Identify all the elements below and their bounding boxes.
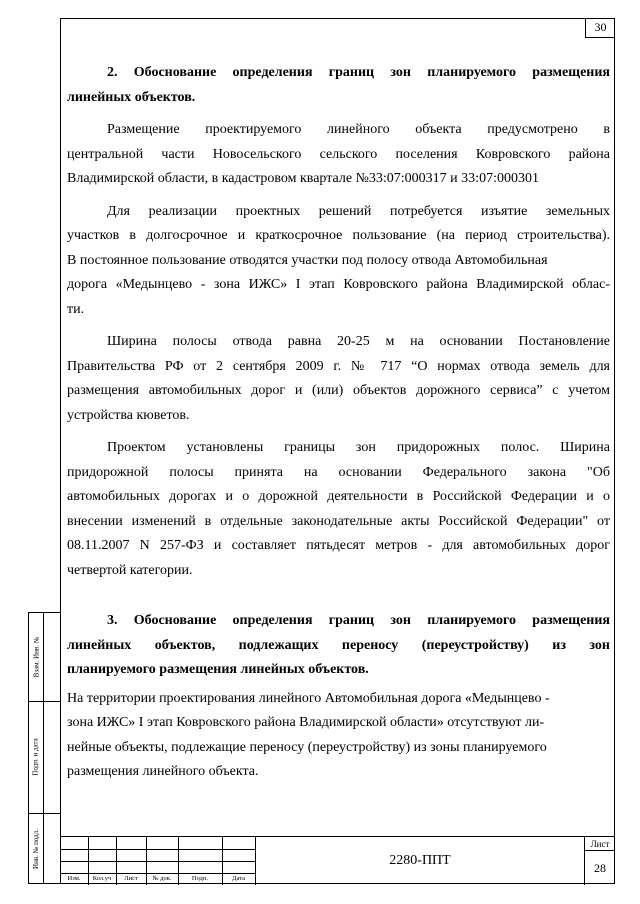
section-3-paragraph-1: На территории проектирования линейного Автомобильная дорога «Медынцево - зона ИЖС» I этап Ковровского района Владимирской области» отсутствуют ли- нейные объекты, подлежащие переносу (переустройству) из зоны планируемого размещения линейного объекта. (67, 690, 550, 779)
section-2-paragraph-4: Проектом установлены границы зон придорожных полос. Ширина придорожной полосы принята на основании Федерального закона "Об автомобильных дорогах и о дорожной деятельности в Российской Федерации и о внесении изменений в отдельные законодательные акты Российской Федерации" от 08.11.2007 N 257-ФЗ и составляет пятьдесят метров - для автомобильных дорог четвертой категории. (67, 440, 610, 578)
title-block (60, 836, 615, 884)
label-inv-podl: Инв. № подл. (32, 829, 41, 869)
side-stamp-strip (28, 612, 60, 884)
document-code: 2280-ППТ (255, 837, 585, 885)
stamp-col-kol: Кол.уч (92, 875, 112, 882)
section-2-paragraph-2: Для реализации проектных решений потребуется изъятие земельных участков в долгосрочное и краткосрочное пользование (на период строительства). В постоянное пользование отводятся участки под полосу отвода Автомобильная дорога «Медынцево - зона ИЖС» I этап Ковровского района Владимирской облас- ти. (67, 203, 610, 317)
label-podp-data: Подп. и дата (32, 738, 40, 776)
label-vzam-inv: Взам. Инв. № (32, 636, 41, 678)
section-2-paragraph-3: Ширина полосы отвода равна 20-25 м на основании Постановление Правительства РФ от 2 сентября 2009 г. № 717 “О нормах отвода земель для размещения автомобильных дорог и (или) объектов дорожного сервиса” с учетом устройства кюветов. (67, 334, 610, 423)
stamp-col-podp: Подп. (191, 875, 209, 882)
stamp-col-date: Дата (232, 875, 245, 882)
section-3-heading: 3. Обоснование определения границ зон планируемого размещения линейных объектов, подлежащих переносу (переустройству) из зон планируемого размещения линейных объектов. (67, 613, 610, 677)
section-2-paragraph-1: Размещение проектируемого линейного объекта предусмотрено в центральной части Новосельского сельского поселения Ковровского района Владимирской области, в кадастровом квартале №33:07:000317 и 33:07:000301 (67, 122, 610, 186)
stamp-col-izm: Изм. (67, 875, 81, 882)
stamp-col-doc: № док. (152, 875, 172, 882)
sheet-number: 28 (594, 861, 606, 875)
stamp-col-list: Лист (124, 875, 138, 882)
section-2-heading: 2. Обоснование определения границ зон планируемого размещения линейных объектов. (67, 65, 610, 105)
top-page-number: 30 (585, 18, 615, 38)
sheet-label: Лист (585, 837, 615, 851)
document-body (67, 55, 610, 785)
